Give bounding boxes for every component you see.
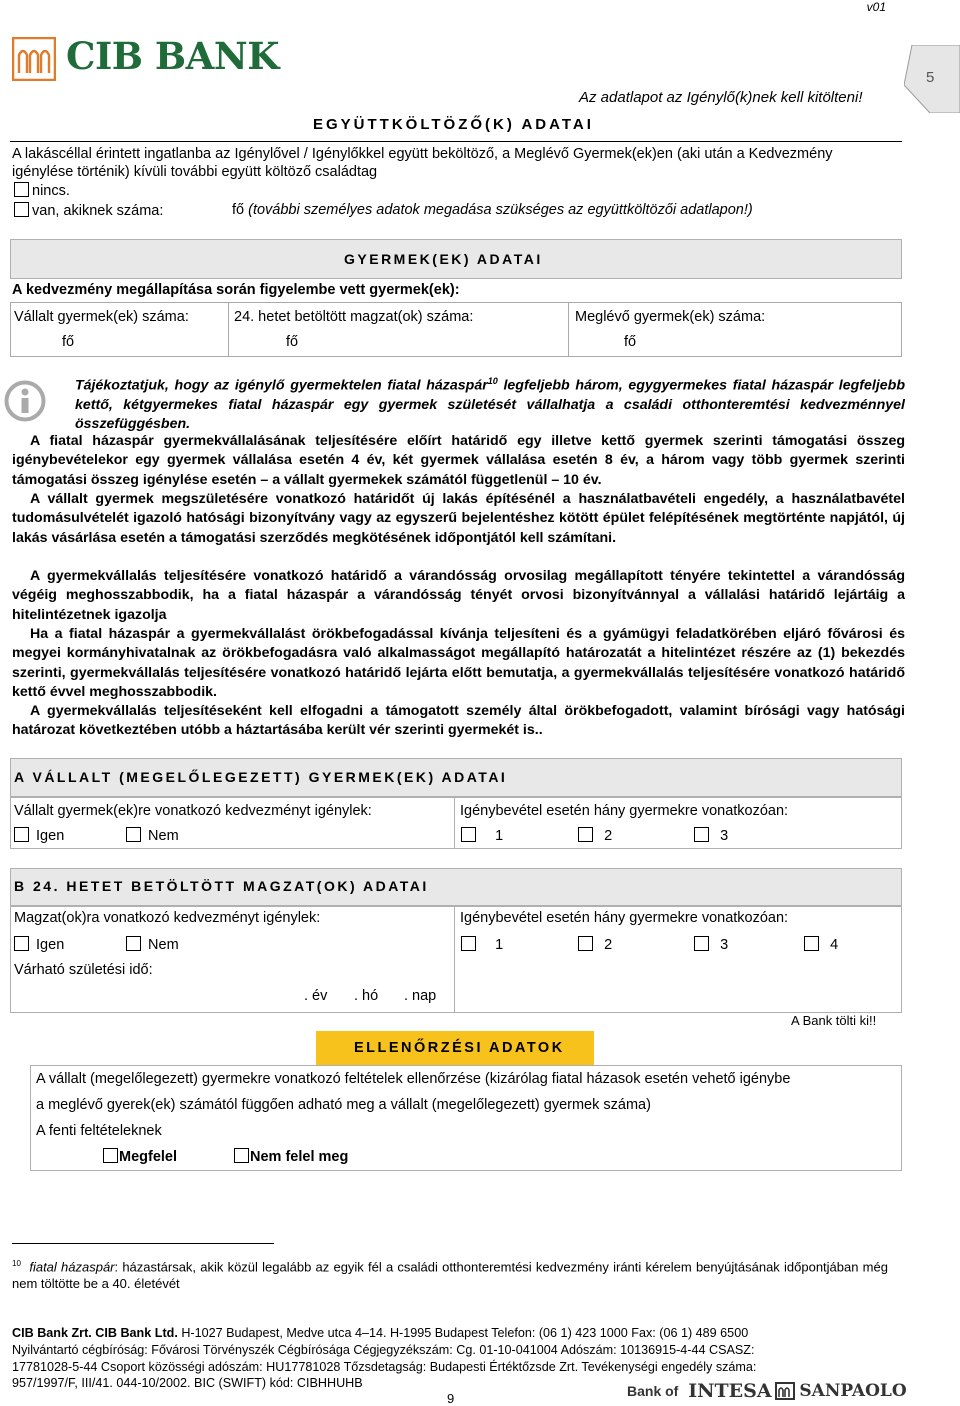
section-b-count-1[interactable] bbox=[461, 936, 503, 953]
section-a-count-2[interactable] bbox=[578, 827, 612, 844]
yes-label: van, akiknek száma: bbox=[32, 203, 164, 219]
footnote-term: fiatal házaspár bbox=[29, 1259, 115, 1275]
footnote-text: : házastársak, akik közül legalább az egyik fél a családi otthonteremtési kedvezmény iránti kérelem benyújtásának időpontjában még nem töltötte be a 40. életévét bbox=[12, 1259, 888, 1292]
due-year[interactable]: . év bbox=[304, 988, 328, 1004]
info-p1-start: Tájékoztatjuk, hogy az igénylő gyermektelen fiatal házaspár bbox=[75, 377, 488, 394]
section-a-yes-checkbox[interactable] bbox=[14, 827, 29, 842]
footer-line-3: 17781028-5-44 Csoport közösségi adószám: HU17781028 Tőzsdetagság: Budapesti Értéktőzsde Zrt. Tevékenységi engedély száma: bbox=[12, 1359, 757, 1374]
footer-address: H-1027 Budapest, Medve utca 4–14. H-1995 Budapest Telefon: (06 1) 423 1000 Fax: (06 1) 489 6500 bbox=[177, 1326, 749, 1340]
info-paragraph-2: A fiatal házaspár gyermekvállalásának teljesítésére előírt határidő egy illetve kettő gyermek szerinti támogatási összeg igénybevételekor egy gyermek vállalása esetén 4 év, két gyermek vállalása esetén 8 év, a három vagy több gyermek szerinti támogatási összeg igénylése esetén – a vállalt gyermekek számától függetlenül – 10 év. bbox=[12, 433, 905, 488]
footnote-ref: 10 bbox=[487, 376, 498, 386]
section-a-count-2-label: 2 bbox=[604, 828, 613, 844]
existing-children-label: Meglévő gyermek(ek) száma: bbox=[575, 309, 766, 325]
control-title: ELLENŐRZÉSI ADATOK bbox=[354, 1040, 565, 1056]
cib-logo-icon bbox=[12, 37, 56, 81]
bank-of-text: Bank of bbox=[627, 1383, 679, 1399]
info-paragraph-5: Ha a fiatal házaspár a gyermekvállalást örökbefogadással kívánja teljesíteni és a gyámügyi feladatkörében eljáró fővárosi és megyei kormányhivatalnak az örökbefogadásra való alkalmasságot megállapító határozatát a hitelintézet részére az (1) bekezdés szerinti, gyermekvállalás teljesítésére vonatkozó határidő lejárta előtt bemutatja, a gyermekvállalás teljesítésére vonatkozó határidő kettő évvel meghosszabbodik. bbox=[12, 626, 905, 700]
control-line-2: a meglévő gyerek(ek) számától függően adható meg a vállalt (megelőlegezett) gyermek száma) bbox=[36, 1097, 651, 1113]
none-label: nincs. bbox=[32, 183, 70, 199]
section-b-count-2[interactable] bbox=[578, 936, 612, 953]
info-paragraph-1 bbox=[75, 372, 905, 435]
cib-logo bbox=[12, 34, 279, 82]
section-b-yes-checkbox[interactable] bbox=[14, 936, 29, 951]
existing-children-unit[interactable]: fő bbox=[624, 334, 637, 350]
section-b-title: B 24. HETET BETÖLTÖTT MAGZAT(OK) ADATAI bbox=[14, 878, 429, 894]
footer-line-1 bbox=[12, 1325, 892, 1342]
section-b-count-1-checkbox[interactable] bbox=[461, 936, 476, 951]
children-col-divider-2 bbox=[568, 302, 569, 357]
section-b-yes-label: Igen bbox=[36, 937, 65, 953]
section-a-count-3[interactable] bbox=[694, 827, 728, 844]
info-paragraph-4: A gyermekvállalás teljesítésére vonatkozó határidő a várandósság orvosilag megállapított tényére tekintettel a várandósság végéig meghosszabbodik, ha a fiatal házaspár a várandósság tényét orvosi bizonyítvánnyal a vállalási határidő lejártáig a hitelintézetnek igazolja bbox=[12, 568, 905, 623]
not-meets-option[interactable] bbox=[234, 1148, 348, 1165]
info-p1-end: legfeljebb három, egygyermekes fiatal házaspár legfeljebb kettő, kétgyermekes fiatal házaspár egy gyermek születését vállalhatja a családi otthonteremtési kedvezménnyel összefüggésben. bbox=[75, 377, 905, 433]
meets-label: Megfelel bbox=[119, 1149, 178, 1165]
cohabitant-divider bbox=[10, 141, 902, 142]
none-checkbox[interactable] bbox=[14, 182, 29, 197]
section-b-count-2-label: 2 bbox=[604, 937, 613, 953]
section-a-title: A VÁLLALT (MEGELŐLEGEZETT) GYERMEK(EK) ADATAI bbox=[14, 769, 508, 785]
section-a-count-3-label: 3 bbox=[720, 828, 729, 844]
page-number: 9 bbox=[447, 1391, 455, 1406]
section-a-divider bbox=[454, 797, 455, 849]
info-paragraph-6: A gyermekvállalás teljesítéseként kell elfogadni a támogatott személy által örökbefogadott, valamint bírósági vagy hatósági határozat következtében utóbb a háztartásába került vér szerinti gyermekét is.. bbox=[12, 703, 905, 739]
section-b-count-4-label: 4 bbox=[830, 937, 839, 953]
control-line-3: A fenti feltételeknek bbox=[36, 1123, 162, 1139]
meets-option[interactable] bbox=[103, 1148, 177, 1165]
committed-children-label: Vállalt gyermek(ek) száma: bbox=[14, 309, 189, 325]
children-col-divider-1 bbox=[228, 302, 229, 357]
section-b-count-1-label: 1 bbox=[495, 937, 504, 953]
footer-line-4: 957/1997/F, III/41. 044-10/2002. BIC (SWIFT) kód: CIBHHUHB bbox=[12, 1376, 363, 1391]
not-meets-label: Nem felel meg bbox=[250, 1149, 349, 1165]
section-a-count-2-checkbox[interactable] bbox=[578, 827, 593, 842]
section-b-count-2-checkbox[interactable] bbox=[578, 936, 593, 951]
section-b-no-option[interactable] bbox=[126, 936, 179, 953]
due-month[interactable]: . hó bbox=[354, 988, 379, 1004]
info-icon bbox=[4, 380, 46, 422]
version-label: v01 bbox=[866, 0, 886, 14]
section-b-no-label: Nem bbox=[148, 937, 179, 953]
section-a-no-label: Nem bbox=[148, 828, 179, 844]
children-title: GYERMEK(EK) ADATAI bbox=[344, 251, 543, 267]
cohabitant-unit: fő bbox=[232, 202, 245, 218]
not-meets-checkbox[interactable] bbox=[234, 1148, 249, 1163]
footnote-number: 10 bbox=[12, 1259, 21, 1268]
footnote-rule bbox=[12, 1243, 274, 1244]
cohabitant-title: EGYÜTTKÖLTÖZŐ(K) ADATAI bbox=[313, 116, 594, 133]
due-date-label: Várható születési idő: bbox=[14, 962, 153, 978]
cohabitant-count-note bbox=[232, 202, 753, 218]
section-b-count-3-checkbox[interactable] bbox=[694, 936, 709, 951]
section-a-no-checkbox[interactable] bbox=[126, 827, 141, 842]
section-a-count-1[interactable] bbox=[461, 827, 503, 844]
sanpaolo-text: SANPAOLO bbox=[799, 1381, 907, 1401]
section-b-count-3[interactable] bbox=[694, 936, 728, 953]
section-b-count-4-checkbox[interactable] bbox=[804, 936, 819, 951]
bank-fills-note: A Bank tölti ki!! bbox=[791, 1013, 877, 1028]
cib-logo-text: CIB BANK bbox=[66, 34, 279, 78]
section-a-right-label: Igénybevétel esetén hány gyermekre vonatkozóan: bbox=[460, 803, 789, 819]
page-tab bbox=[904, 45, 960, 113]
section-a-count-1-checkbox[interactable] bbox=[461, 827, 476, 842]
intesa-sanpaolo-logo bbox=[627, 1380, 907, 1404]
info-paragraph-3: A vállalt gyermek megszületésére vonatkozó határidőt új lakás építésénél a használatbavételi engedély, a használatbavétel tudomásulvételét igazoló hatósági bizonyítvány vagy az egyszerű bejelentéshez kötött épület felépítésének megtörténte napjától, új lakás vásárlása esetén a támogatási szerződés megkötésének időpontjától kell számítani. bbox=[12, 491, 905, 546]
section-a-yes-option[interactable] bbox=[14, 827, 64, 844]
fetus-unit[interactable]: fő bbox=[286, 334, 299, 350]
cohabitant-option-yes[interactable] bbox=[14, 202, 163, 219]
footer-line-2: Nyilvántartó cégbíróság: Fővárosi Törvényszék Cégbírósága Cégjegyzékszám: Cg. 01-10-041004 Adószám: 10136915-4-44 CSASZ: bbox=[12, 1342, 755, 1357]
fill-note: Az adatlapot az Igénylő(k)nek kell kitölteni! bbox=[579, 89, 863, 106]
section-b-divider bbox=[454, 906, 455, 1013]
section-b-count-4[interactable] bbox=[804, 936, 838, 953]
cohabitant-description: A lakáscéllal érintett ingatlanba az Igénylővel / Igénylőkkel együtt beköltöző, a Meglévő Gyermek(ek)en (aki után a Kedvezmény igénylése történik) kívüli további együtt költöző családtag bbox=[12, 146, 833, 180]
section-b-count-3-label: 3 bbox=[720, 937, 729, 953]
cohabitant-note: (további személyes adatok megadása szükséges az együttköltözői adatlapon!) bbox=[248, 202, 753, 218]
section-b-right-label: Igénybevétel esetén hány gyermekre vonatkozóan: bbox=[460, 910, 789, 926]
yes-checkbox[interactable] bbox=[14, 202, 29, 217]
due-day[interactable]: . nap bbox=[404, 988, 437, 1004]
section-a-no-option[interactable] bbox=[126, 827, 179, 844]
committed-children-unit[interactable]: fő bbox=[62, 334, 75, 350]
intesa-logo-icon bbox=[775, 1382, 795, 1400]
page-tab-number: 5 bbox=[926, 69, 935, 86]
intesa-text: INTESA bbox=[688, 1380, 772, 1402]
section-b-left-label: Magzat(ok)ra vonatkozó kedvezményt igénylek: bbox=[14, 910, 321, 926]
section-a-left-label: Vállalt gyermek(ek)re vonatkozó kedvezményt igénylek: bbox=[14, 803, 372, 819]
section-a-yes-label: Igen bbox=[36, 828, 65, 844]
control-line-1: A vállalt (megelőlegezett) gyermekre vonatkozó feltételek ellenőrzése (kizárólag fiatal házasok esetén vehető igénybe bbox=[36, 1071, 791, 1087]
footnote bbox=[12, 1255, 888, 1292]
fetus-label: 24. hetet betöltött magzat(ok) száma: bbox=[234, 309, 474, 325]
section-a-count-1-label: 1 bbox=[495, 828, 504, 844]
section-a-count-3-checkbox[interactable] bbox=[694, 827, 709, 842]
section-b-no-checkbox[interactable] bbox=[126, 936, 141, 951]
footer-company: CIB Bank Zrt. CIB Bank Ltd. bbox=[12, 1326, 178, 1340]
section-b-yes-option[interactable] bbox=[14, 936, 64, 953]
meets-checkbox[interactable] bbox=[103, 1148, 118, 1163]
cohabitant-option-none[interactable] bbox=[14, 182, 70, 199]
children-subtitle: A kedvezmény megállapítása során figyelembe vett gyermek(ek): bbox=[12, 282, 460, 298]
